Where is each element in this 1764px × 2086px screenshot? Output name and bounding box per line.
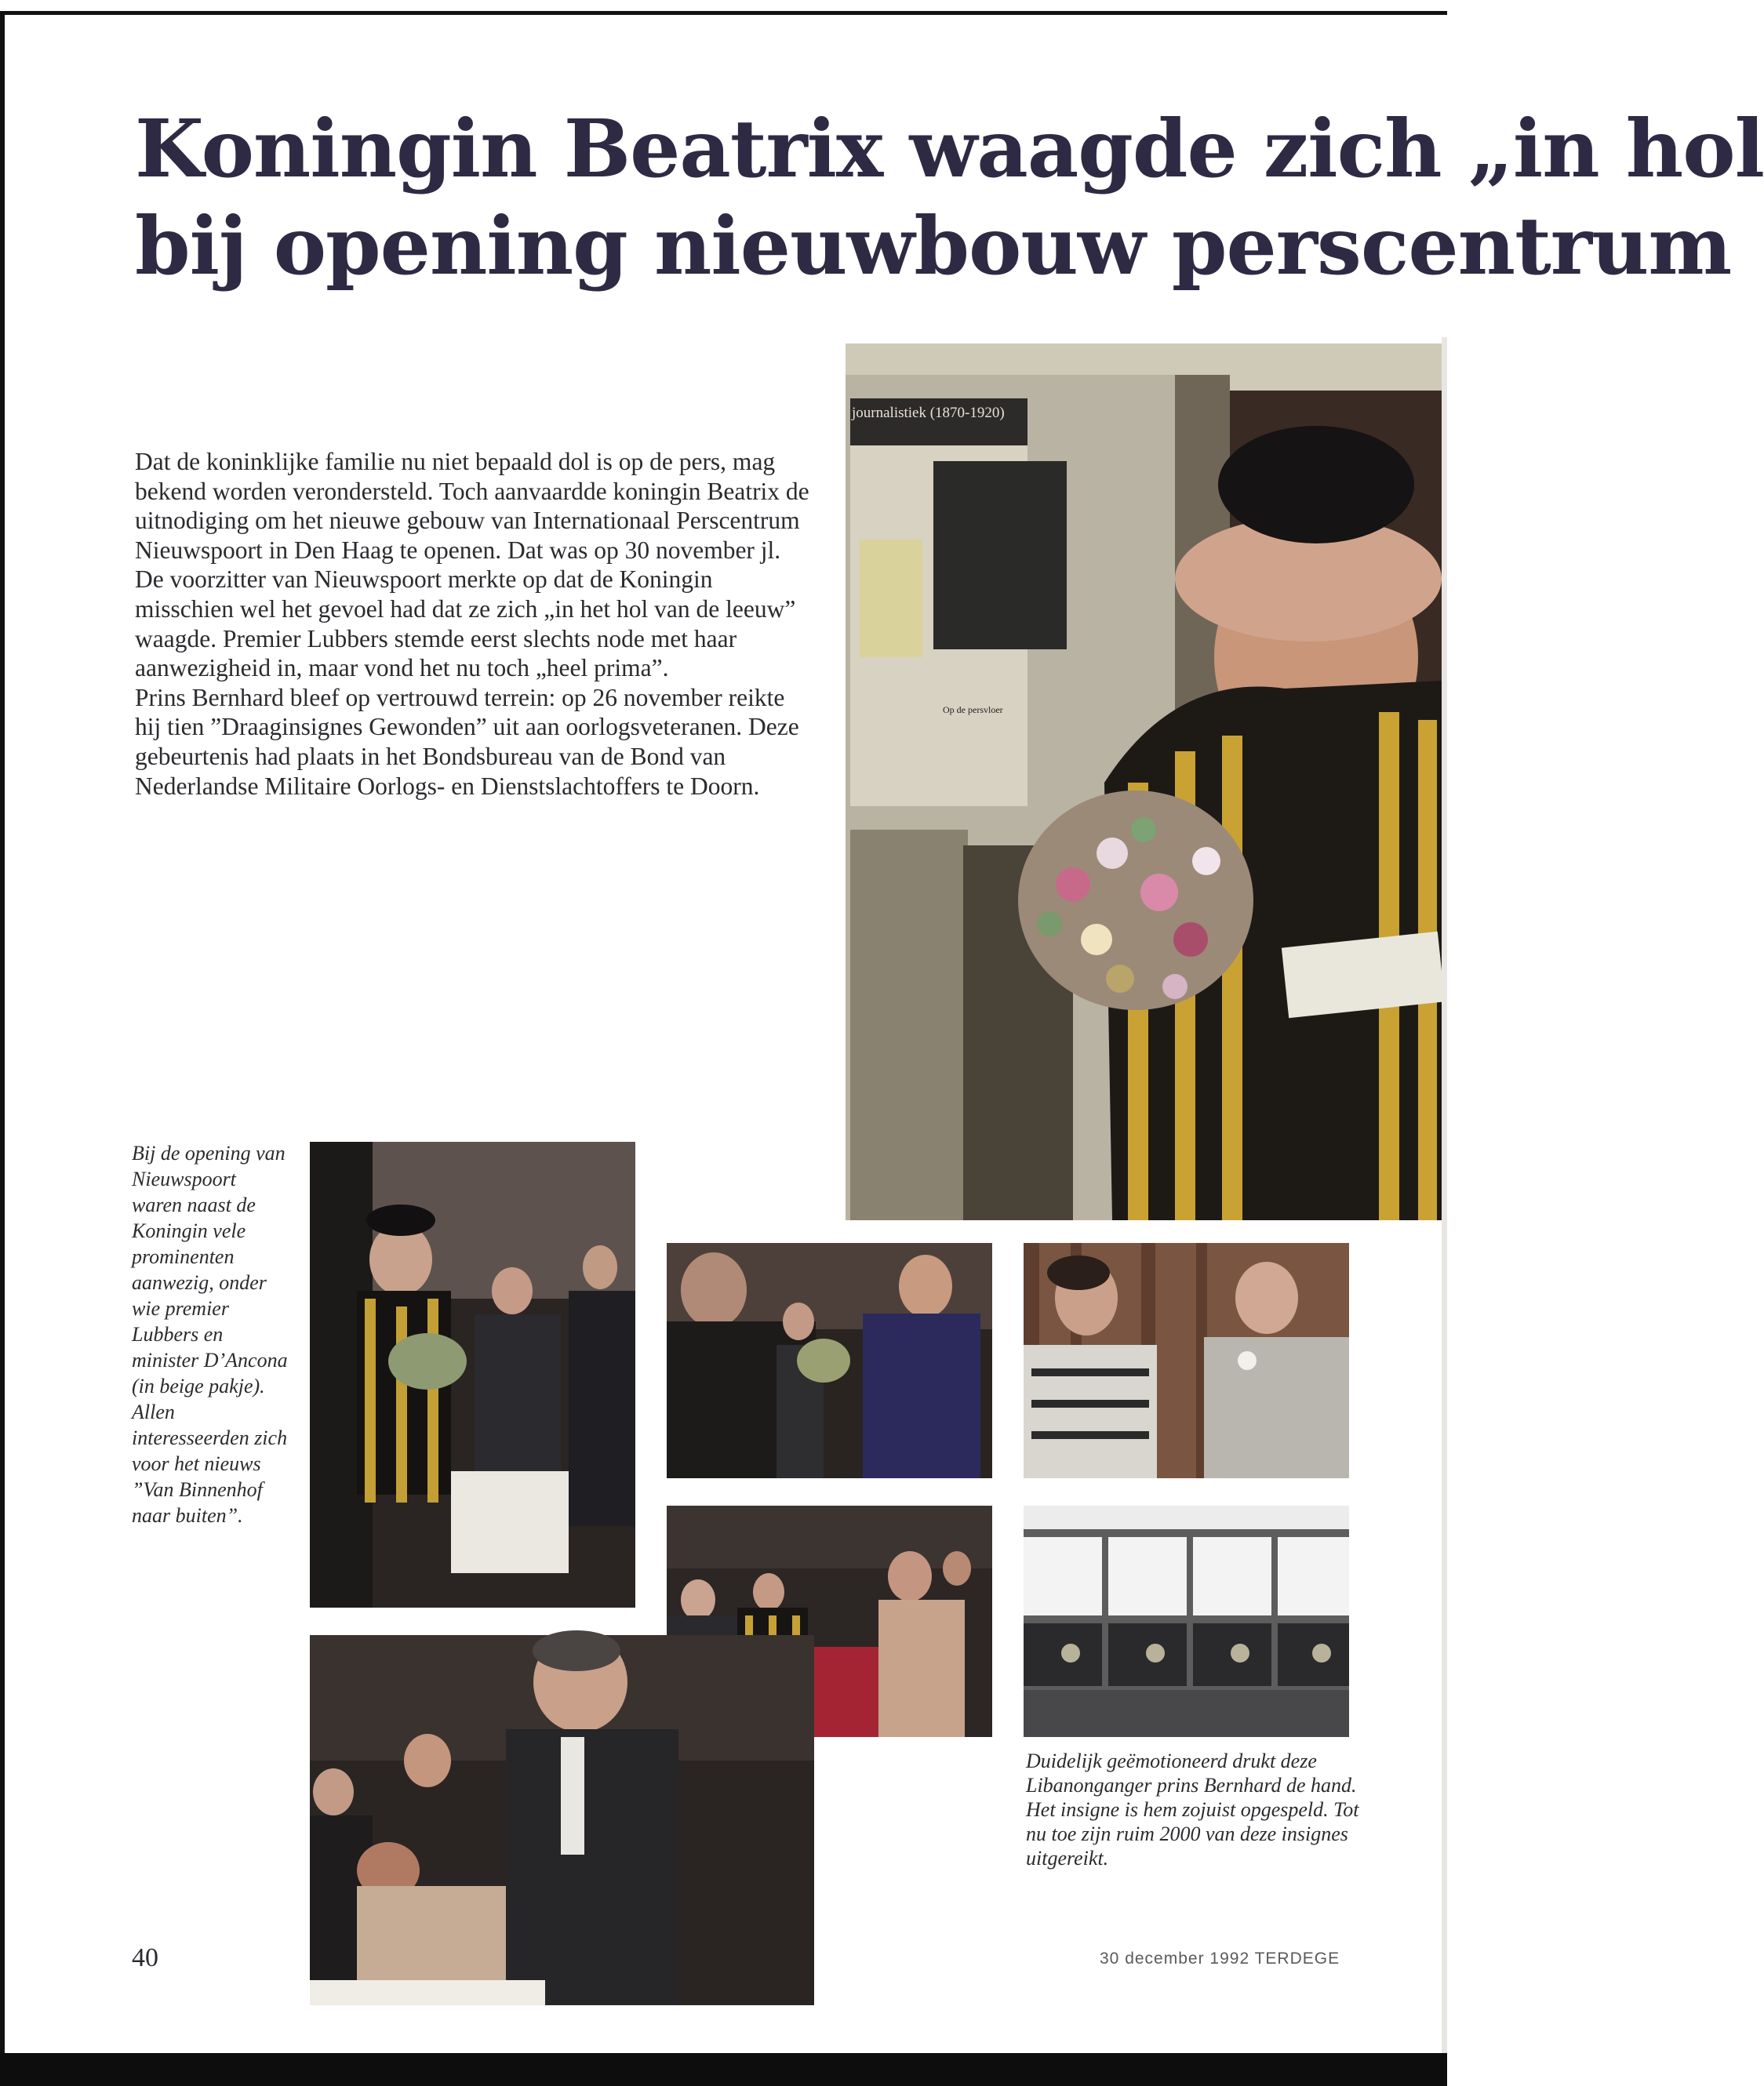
article-body [135,447,809,801]
page-border-left [0,11,5,2086]
headline-line-1: Koningin Beatrix waagde zich „in hol [135,102,1764,195]
photo-medal-display [1024,1506,1349,1737]
footer-date-publication: 30 december 1992 TERDEGE [1100,1950,1340,1968]
caption-opening-nieuwspoort: Bij de opening van Nieuwspoort waren naast de Koningin vele prominenten aanwezig, onder wie premier Lubbers en minister D’Ancona (in beige pakje). Allen interesseerden zich voor het nieuws ”Van Binnenhof naar buiten”. [132,1142,288,1527]
article-paragraph-2: Prins Bernhard bleef op vertrouwd terrein: op 26 november reikte hij tien ”Draaginsignes Gewonden” uit aan oorlogsveteranen. Deze gebeurtenis had plaats in het Bondsbureau van de Bond van Nederlandse Militaire Oorlogs- en Dienstslachtoffers te Doorn. [135,683,799,800]
exhibit-subheading: Op de persvloer [943,704,1003,715]
page-border-top [0,11,1447,15]
main-photo-queen-bouquet [846,343,1442,1220]
photo-bouquet-handover [667,1243,992,1478]
caption-bernhard-insigne: Duidelijk geëmotioneerd drukt deze Libanonganger prins Bernhard de hand. Het insigne is hem zojuist opgespeld. Tot nu toe zijn ruim 2000 van deze insignes uitgereikt. [1026,1750,1359,1870]
headline [135,100,1764,295]
photo-queen-with-lubbers [310,1142,635,1608]
page-number: 40 [132,1943,158,1972]
article-paragraph-1: Dat de koninklijke familie nu niet bepaald dol is op de pers, mag bekend worden verondersteld. Toch aanvaardde koningin Beatrix de uitnodiging om het nieuwe gebouw van Internationaal Perscentrum Nieuwspoort in Den Haag te openen. Dat was op 30 november jl. De voorzitter van Nieuwspoort merkte op dat de Koningin misschien wel het gevoel had dat ze zich „in het hol van de leeuw” waagde. Premier Lubbers stemde eerst slechts node met haar aanwezigheid in, maar vond het nu toch „heel prima”. [135,448,809,682]
page-edge-right [1442,337,1447,2053]
exhibit-heading: journalistiek (1870-1920) [852,405,1005,421]
headline-line-2: bij opening nieuwbouw perscentrum [135,199,1732,293]
photo-bernhard-handshake [1024,1243,1349,1478]
photo-guests-reading [310,1635,814,2005]
page-border-bottom [0,2053,1447,2086]
